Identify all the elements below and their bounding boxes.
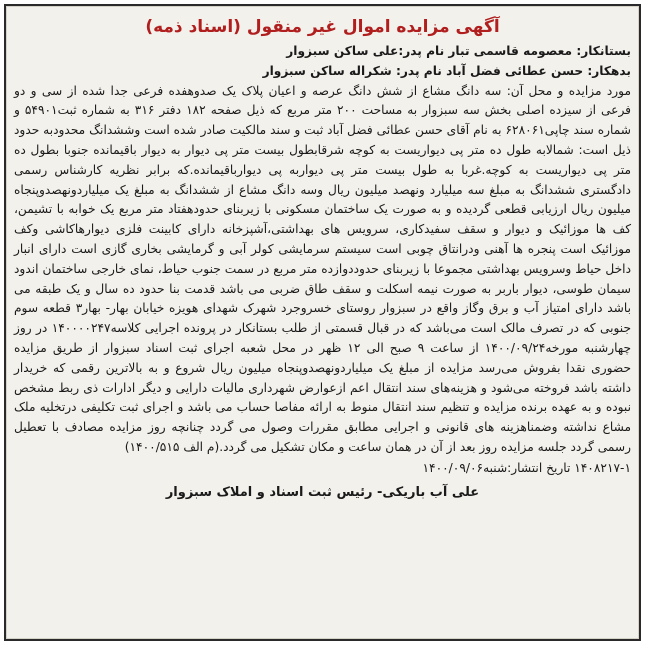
debtor-line: بدهکار: حسن عطائی فضل آباد نام پدر: شکراله ساکن سبزوار [262, 63, 631, 78]
notice-title-text: آگهی مزایده اموال غیر منقول (اسناد ذمه) [145, 17, 500, 37]
publication-reference: ۱۴۰۸۲۱۷-۱ تاریخ انتشار:شنبه۱۴۰۰/۰۹/۰۶ [422, 460, 631, 475]
signature-line: علی آب باریکی- رئیس ثبت اسناد و املاک سبزوار [165, 484, 480, 500]
notice-content [14, 14, 631, 631]
creditor-line: بستانکار: معصومه قاسمی تبار نام پدر:علی ساکن سبزوار [286, 44, 631, 58]
notice-body: مورد مزایده و محل آن: سه دانگ مشاع از شش دانگ عرصه و اعیان پلاک یک صدوهفده فرعی جدا شده از سی و دو فرعی از سیزده اصلی بخش سه سبزوار به مساحت ۲۰۰ متر مربع که ذیل صفحه ۱۸۲ دفتر ۳۱۶ به شماره ثبت۵۴۹۰۱ و شماره سند چاپی۶۲۸۰۶۱ به نام آقای حسن عطائی فضل آباد ثبت و سند مالکیت صادر شده است وششدانگ محدودبه حدود ذیل است: شمالابه طول ده متر پی دیواریست به کوچه شرقابطول بیست متر پی دیوار به دیوار باقیمانده جنوبا بطول ده متر پی دیواریست به کوچه.غربا به طول بیست متر پی دیواربه پی دیوارباقیمانده.که برابر نظریه کارشناس رسمی دادگستری ششدانگ به مبلغ سه میلیارد ونهصد میلیون ریال وسه دانگ مشاع از ششدانگ به مبلغ یک میلیاردونهصدوپنجاه میلیون ریال ارزیابی قطعی گردیده و به صورت یک ساختمان مسکونی با زیربنای حدودهفتاد متر مربع یک خوابه با تشیمن، کف ها موزائیک و دیوار و سقف سفیدکاری، سرویس های بهداشتی،آشپزخانه دارای کابینت فلزی دیوارهاکاشی وکف موزائیک است پنجره ها آهنی ودرانتاق چوبی است سیستم سرمایشی کولر آبی و گرمایشی بخاری گازی است دارای انبار داخل حیاط وسرویس بهداشتی مجموعا با زیربنای حدوددوازده متر مربع در سمت جنوب حیاط، نمای خارجی ساختمان اندود سیمان طوسی، دیوار باربر به صورت نیمه اسکلت و سقف طاق ضربی می باشد قدمت بنا حدود ده سال و یک طبقه می باشد دارای امتیاز آب و برق وگاز واقع در سبزوار روستای خسروجرد شهرک شهدای هویزه خیابان بهار- بهار۳ قطعه سوم جنوبی که در تصرف مالک است می‌باشد که در قبال قسمتی از طلب بستانکار در پرونده اجرایی کلاسه۱۴۰۰۰۰۲۴۷ در روز چهارشنبه مورخه۱۴۰۰/۰۹/۲۴ از ساعت ۹ صبح الی ۱۲ ظهر در محل شعبه اجرای ثبت اسناد سبزوار از طریق مزایده حضوری نقدا بفروش می‌رسد مزایده از مبلغ یک میلیاردونهصدوپنجاه میلیون ریال شروع و به بالاترین رقمی که خریدار داشته باشد فروخته می‌شود و هزینه‌های سند انتقال اعم ازعوارض شهرداری مالیات دارایی و دیگر ادارات ذی ربط مشخص نبوده و به عهده برنده مزایده و تنظیم سند انتقال منوط به ارائه مفاصا حساب می باشد و اجرای ثبت تکلیفی درتخلیه ملک مشاع نداشته وضمناهزینه های قانونی و اجرایی مطابق مقررات وصول می گردد چنانچه روز مزایده مصادف با تعطیل رسمی گردد جلسه مزایده روز بعد از آن در همان ساعت و مکان تشکیل می گردد.(م الف ۱۴۰۰/۵۱۵) [14, 83, 632, 454]
notice-clipping [4, 4, 641, 641]
notice-title [14, 14, 631, 40]
